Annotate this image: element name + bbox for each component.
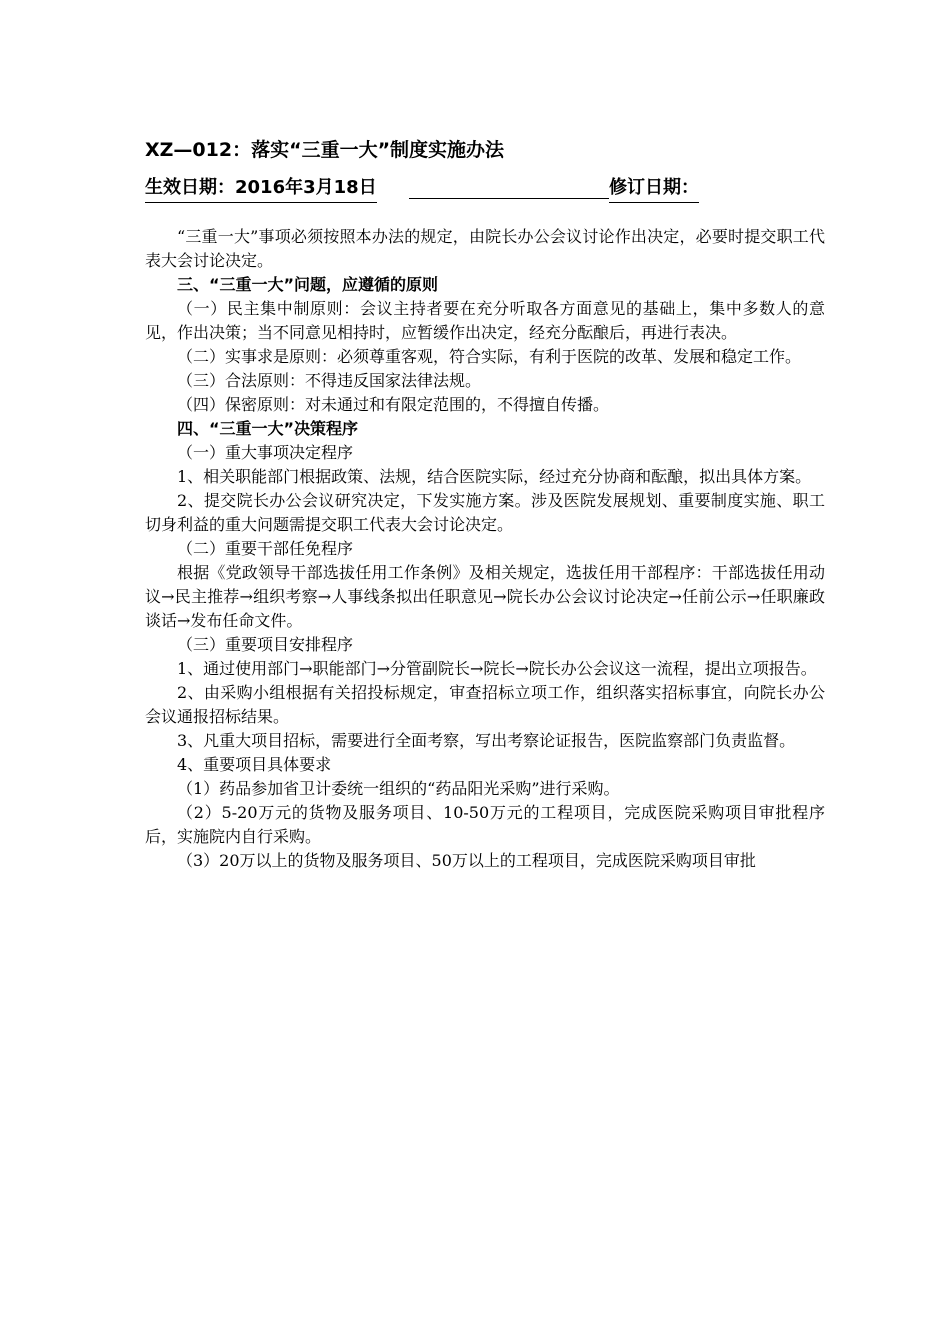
effective-day: 18 bbox=[333, 177, 359, 198]
paragraph: （三）合法原则：不得违反国家法律法规。 bbox=[177, 371, 482, 390]
paragraph: 1、相关职能部门根据政策、法规，结合医院实际，经过充分协商和酝酿，拟出具体方案。 bbox=[177, 467, 812, 486]
paragraph: （一）民主集中制原则：会议主持者要在充分听取各方面意见的基础上，集中多数人的意见，作出决策；当不同意见相持时，应暂缓作出决定，经充分酝酿后，再进行表决。 bbox=[145, 299, 825, 342]
date-line bbox=[145, 174, 825, 202]
revised-date-label: 修订日期： bbox=[609, 177, 699, 198]
paragraph: （二）实事求是原则：必须尊重客观，符合实际，有利于医院的改革、发展和稳定工作。 bbox=[177, 347, 802, 366]
effective-date-label: 生效日期： bbox=[145, 177, 235, 198]
paragraph: （1）药品参加省卫计委统一组织的“药品阳光采购”进行采购。 bbox=[177, 779, 620, 798]
paragraph: （3）20万以上的货物及服务项目、50万以上的工程项目，完成医院采购项目审批 bbox=[177, 851, 756, 870]
effective-year: 2016 bbox=[235, 177, 286, 198]
year-unit: 年 bbox=[285, 177, 304, 198]
paragraph: 1、通过使用部门→职能部门→分管副院长→院长→院长办公会议这一流程，提出立项报告。 bbox=[177, 659, 817, 678]
document-body bbox=[145, 225, 825, 873]
date-underline-fill bbox=[409, 198, 609, 199]
revised-date bbox=[609, 174, 699, 203]
document-title: XZ—012：落实“三重一大”制度实施办法 bbox=[145, 139, 505, 161]
paragraph: （三）重要项目安排程序 bbox=[177, 635, 354, 654]
effective-month: 3 bbox=[303, 177, 316, 198]
paragraph: （二）重要干部任免程序 bbox=[177, 539, 354, 558]
paragraph: “三重一大”事项必须按照本办法的规定，由院长办公会议讨论作出决定，必要时提交职工代表大会讨论决定。 bbox=[145, 227, 825, 270]
section-heading: 四、“三重一大”决策程序 bbox=[177, 419, 359, 438]
paragraph: 3、凡重大项目招标，需要进行全面考察，写出考察论证报告，医院监察部门负责监督。 bbox=[177, 731, 796, 750]
paragraph: （2）5-20万元的货物及服务项目、10-50万元的工程项目，完成医院采购项目审批程序后，实施院内自行采购。 bbox=[145, 803, 825, 846]
paragraph: （一）重大事项决定程序 bbox=[177, 443, 354, 462]
paragraph: 2、由采购小组根据有关招投标规定，审查招标立项工作，组织落实招标事宜，向院长办公会议通报招标结果。 bbox=[145, 683, 825, 726]
document-header bbox=[145, 136, 825, 202]
paragraph: 根据《党政领导干部选拔任用工作条例》及相关规定，选拔任用干部程序：干部选拔任用动议→民主推荐→组织考察→人事线条拟出任职意见→院长办公会议讨论决定→任前公示→任职廉政谈话→发布任命文件。 bbox=[145, 563, 825, 630]
effective-date bbox=[145, 174, 377, 203]
section-heading: 三、“三重一大”问题，应遵循的原则 bbox=[177, 275, 439, 294]
month-unit: 月 bbox=[315, 177, 334, 198]
paragraph: （四）保密原则：对未通过和有限定范围的，不得擅自传播。 bbox=[177, 395, 610, 414]
day-unit: 日 bbox=[358, 177, 377, 198]
paragraph: 4、重要项目具体要求 bbox=[177, 755, 332, 774]
paragraph: 2、提交院长办公会议研究决定，下发实施方案。涉及医院发展规划、重要制度实施、职工切身利益的重大问题需提交职工代表大会讨论决定。 bbox=[145, 491, 825, 534]
